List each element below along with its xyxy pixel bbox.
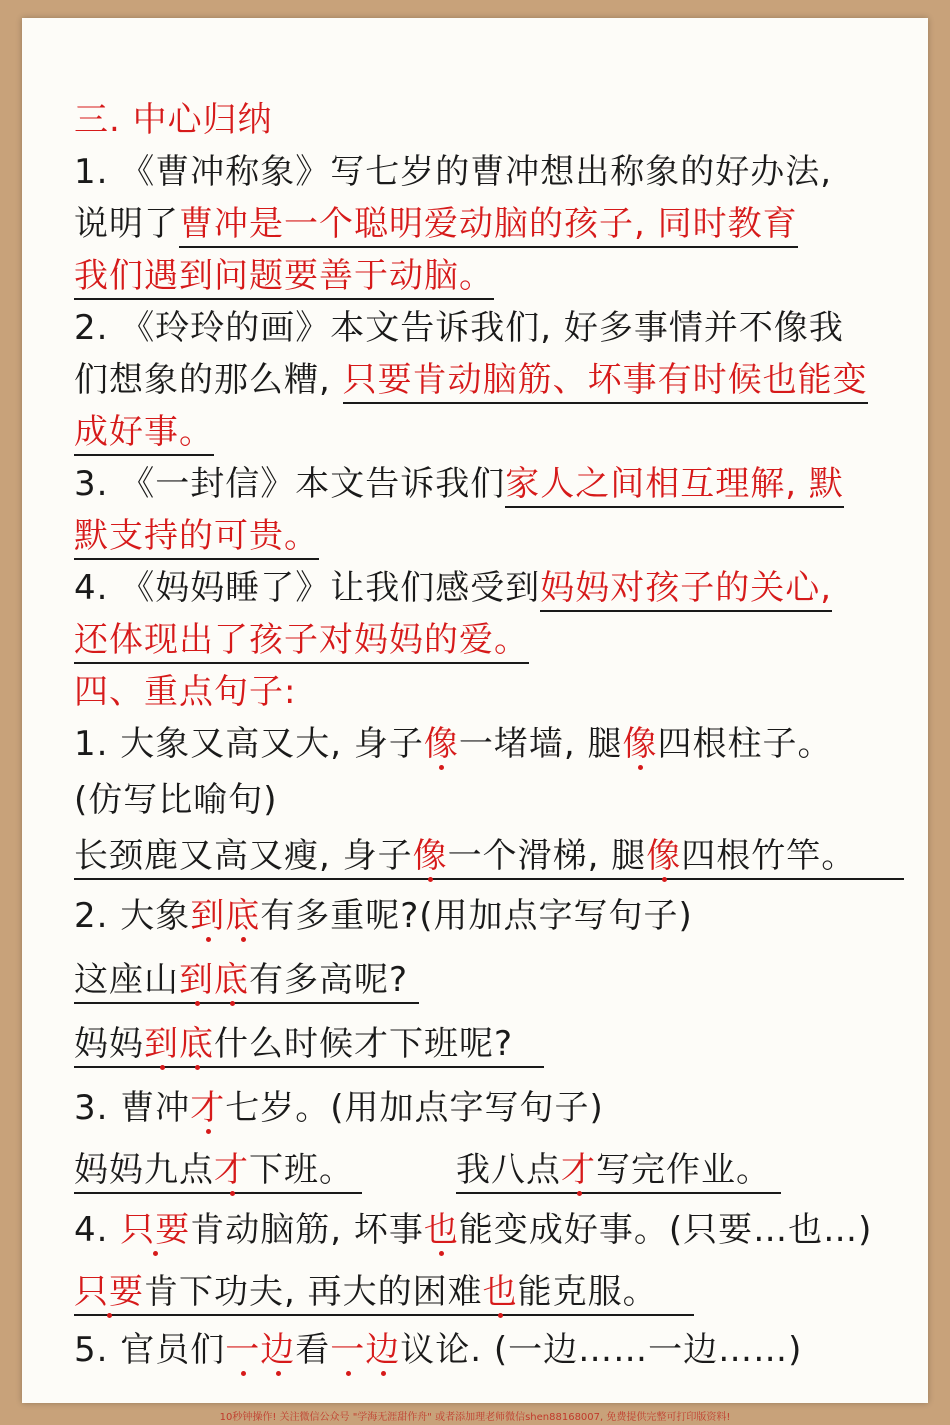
s4-q5-dotted2: 边 [260,1330,296,1370]
s3-item1-line1: 1. 《曹冲称象》写七岁的曹冲想出称象的好办法, [74,152,833,192]
section4-heading: 四、重点句子: [74,672,297,712]
s4-q5-text1: 5. 官员们 [74,1330,226,1370]
s4-a1-text2: 一个滑梯, 腿 [447,836,647,876]
s4-a3b [456,1148,781,1194]
s4-q3-text2: 七岁。(用加点字写句子) [225,1088,604,1128]
s4-q1-text3: 四根柱子。 [657,724,833,764]
s3-item1-prefix: 说明了 [74,204,179,244]
s4-a4-text1: 肯下功夫, 再大的困难 [144,1272,483,1312]
s4-q2-dotted1: 到 [190,896,226,936]
s3-item2-line1: 2. 《玲玲的画》本文告诉我们, 好多事情并不像我 [74,308,844,348]
s4-q5-dotted4: 边 [365,1330,401,1370]
s4-a2a [74,958,419,1004]
s4-q4 [74,1208,872,1252]
s3-item4-answer-part1: 妈妈对孩子的关心, [540,568,832,612]
s3-item3-prefix: 3. 《一封信》本文告诉我们 [74,464,506,504]
s4-a2b-dotted1: 到 [144,1024,179,1064]
s3-item1-line3 [74,254,494,298]
s4-a2a-dotted1: 到 [179,960,214,1000]
s4-q4-dotted2: 也 [423,1210,459,1250]
s4-q1-hint: (仿写比喻句) [74,780,278,820]
s4-q1-text1: 1. 大象又高又大, 身子 [74,724,424,764]
s4-a3b-dotted1: 才 [561,1150,596,1190]
s4-a2a-answer-line [74,958,419,1004]
section3-heading: 三. 中心归纳 [74,100,273,140]
s3-item1-line2 [74,202,798,246]
s3-item3-line1 [74,462,844,506]
s4-q1-text2: 一堵墙, 腿 [458,724,623,764]
s3-item2-line3 [74,410,214,454]
s4-a2b-dotted2: 底 [179,1024,214,1064]
s4-q2-text2: 有多重呢?(用加点字写句子) [260,896,693,936]
s3-item2-answer-part2: 成好事。 [74,412,214,456]
s4-a2a-text2: 有多高呢? [249,960,409,1000]
s3-item3-answer-part1: 家人之间相互理解, 默 [505,464,844,508]
s4-a4-dotted1: 只要 [74,1272,144,1312]
s4-a3a-answer-line [74,1148,362,1194]
s4-q4-text1: 肯动脑筋, 坏事 [190,1210,424,1250]
s4-a2a-text1: 这座山 [74,960,179,1000]
s4-q5-text2: 看 [295,1330,331,1370]
s3-item4-line2 [74,618,529,662]
s3-item1-answer-part1: 曹冲是一个聪明爱动脑的孩子, 同时教育 [179,204,798,248]
s4-a1-text3: 四根竹竿。 [681,836,857,876]
s4-q4-number: 4. [74,1210,121,1250]
s3-item3-answer-part2: 默支持的可贵。 [74,516,319,560]
s4-a1-dotted1: 像 [412,836,448,876]
s4-a3a-text1: 妈妈九点 [74,1150,214,1190]
s4-q1-dotted1: 像 [423,724,459,764]
s4-a2a-dotted2: 底 [214,960,249,1000]
s4-q1-dotted2: 像 [622,724,658,764]
s3-item3-line2 [74,514,319,558]
s4-q5 [74,1328,802,1372]
s4-a3b-text2: 写完作业。 [596,1150,771,1190]
paper-sheet [22,18,928,1403]
s3-item2-line2 [74,358,868,402]
s4-a4-text2: 能克服。 [517,1272,658,1312]
s3-item2-answer-part1: 只要肯动脑筋、坏事有时候也能变 [343,360,868,404]
s4-a1-dotted2: 像 [646,836,682,876]
s4-a4-answer-line [74,1270,694,1316]
footer-watermark: 10秒钟操作! 关注微信公众号 "学海无涯甜作舟" 或者添加理老师微信shen88168007, 免费提供完整可打印版资料! [219,1412,731,1423]
s4-a4 [74,1270,694,1316]
s4-a3a-text2: 下班。 [249,1150,354,1190]
s4-q4-dotted1: 只要 [120,1210,191,1250]
s4-a1-answer-line [74,834,904,880]
s3-item4-prefix: 4. 《妈妈睡了》让我们感受到 [74,568,541,608]
s4-q5-dotted3: 一 [330,1330,366,1370]
s4-q2 [74,894,693,938]
s4-a2b-text2: 什么时候才下班呢? [214,1024,514,1064]
s4-q3 [74,1086,604,1130]
s4-q3-dotted1: 才 [190,1088,226,1128]
s4-q1 [74,722,833,766]
s4-a1 [74,834,904,880]
s4-a4-dotted2: 也 [482,1272,518,1312]
s3-item2-prefix: 们想象的那么糟, [74,360,343,400]
s4-a3a-dotted1: 才 [214,1150,249,1190]
s4-q4-text2: 能变成好事。(只要…也…) [458,1210,873,1250]
s3-item4-answer-part2: 还体现出了孩子对妈妈的爱。 [74,620,529,664]
s4-a2b-answer-line [74,1022,544,1068]
s4-q5-text3: 议论. (一边……一边……) [400,1330,803,1370]
s4-a2b [74,1022,544,1068]
s4-a1-text1: 长颈鹿又高又瘦, 身子 [74,836,413,876]
s4-a3b-text1: 我八点 [456,1150,561,1190]
s3-item4-line1 [74,566,832,610]
s4-q3-text1: 3. 曹冲 [74,1088,191,1128]
s4-a2b-text1: 妈妈 [74,1024,144,1064]
s3-item1-answer-part2: 我们遇到问题要善于动脑。 [74,256,494,300]
s4-a3a [74,1148,362,1194]
s4-q2-dotted2: 底 [225,896,261,936]
s4-q5-dotted1: 一 [225,1330,261,1370]
s4-a3b-answer-line [456,1148,781,1194]
s4-q2-text1: 2. 大象 [74,896,191,936]
